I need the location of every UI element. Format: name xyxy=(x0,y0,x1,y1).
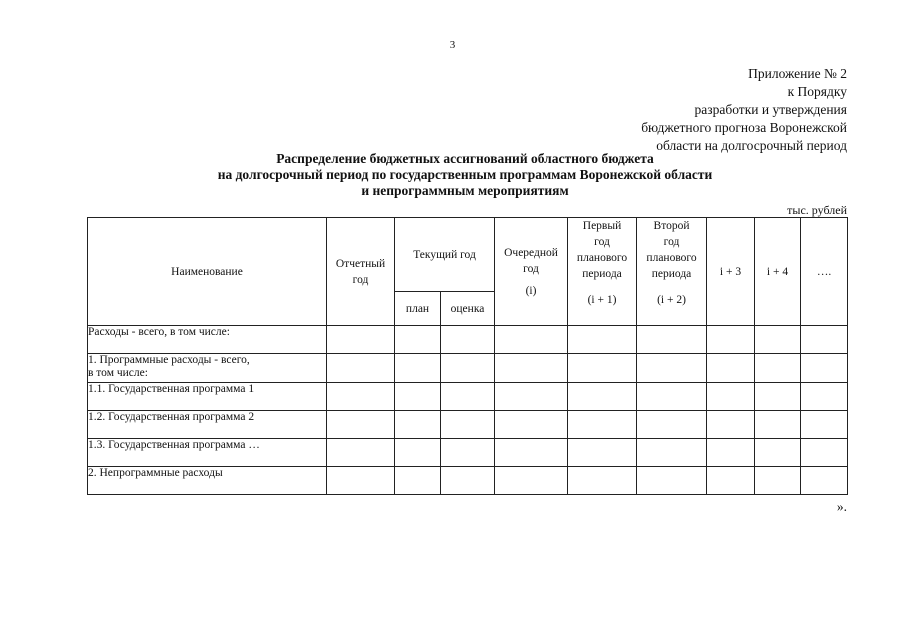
document-title xyxy=(150,151,780,199)
appendix-line: разработки и утверждения xyxy=(694,102,847,117)
header-reporting-year: Отчетный год xyxy=(327,218,395,326)
table-row xyxy=(88,326,848,354)
header-ellipsis: …. xyxy=(801,218,848,326)
units-label: тыс. рублей xyxy=(787,203,847,217)
page-number: 3 xyxy=(449,39,456,51)
table-row xyxy=(88,467,848,495)
table-row xyxy=(88,354,848,383)
row-label: 1.2. Государственная программа 2 xyxy=(88,411,327,439)
appendix-line: Приложение № 2 xyxy=(748,66,847,81)
table-row xyxy=(88,411,848,439)
title-line: и непрограммным мероприятиям xyxy=(361,183,569,198)
appendix-header xyxy=(641,65,847,155)
appendix-line: к Порядку xyxy=(787,84,847,99)
row-label: Расходы - всего, в том числе: xyxy=(88,326,327,354)
header-second-plan-year: Второй год планового периода (i + 2) xyxy=(637,218,707,326)
row-label: 1. Программные расходы - всего, в том числе: xyxy=(88,354,327,383)
header-first-plan-year: Первый год планового периода (i + 1) xyxy=(568,218,637,326)
appendix-line: области на долгосрочный период xyxy=(656,138,847,153)
table-row xyxy=(88,439,848,467)
header-i-plus-3: i + 3 xyxy=(707,218,755,326)
header-name: Наименование xyxy=(88,218,327,326)
header-current-year: Текущий год xyxy=(395,218,495,292)
row-label: 1.1. Государственная программа 1 xyxy=(88,383,327,411)
header-plan: план xyxy=(395,292,441,326)
header-i-plus-4: i + 4 xyxy=(755,218,801,326)
header-next-year: Очередной год (i) xyxy=(495,218,568,326)
row-label: 1.3. Государственная программа … xyxy=(88,439,327,467)
title-line: на долгосрочный период по государственным программам Воронежской области xyxy=(217,167,713,182)
budget-table xyxy=(87,217,848,495)
closing-quote: ». xyxy=(836,499,847,514)
row-label: 2. Непрограммные расходы xyxy=(88,467,327,495)
header-estimate: оценка xyxy=(441,292,495,326)
table-row xyxy=(88,383,848,411)
appendix-line: бюджетного прогноза Воронежской xyxy=(641,120,847,135)
title-line: Распределение бюджетных ассигнований областного бюджета xyxy=(276,151,654,166)
